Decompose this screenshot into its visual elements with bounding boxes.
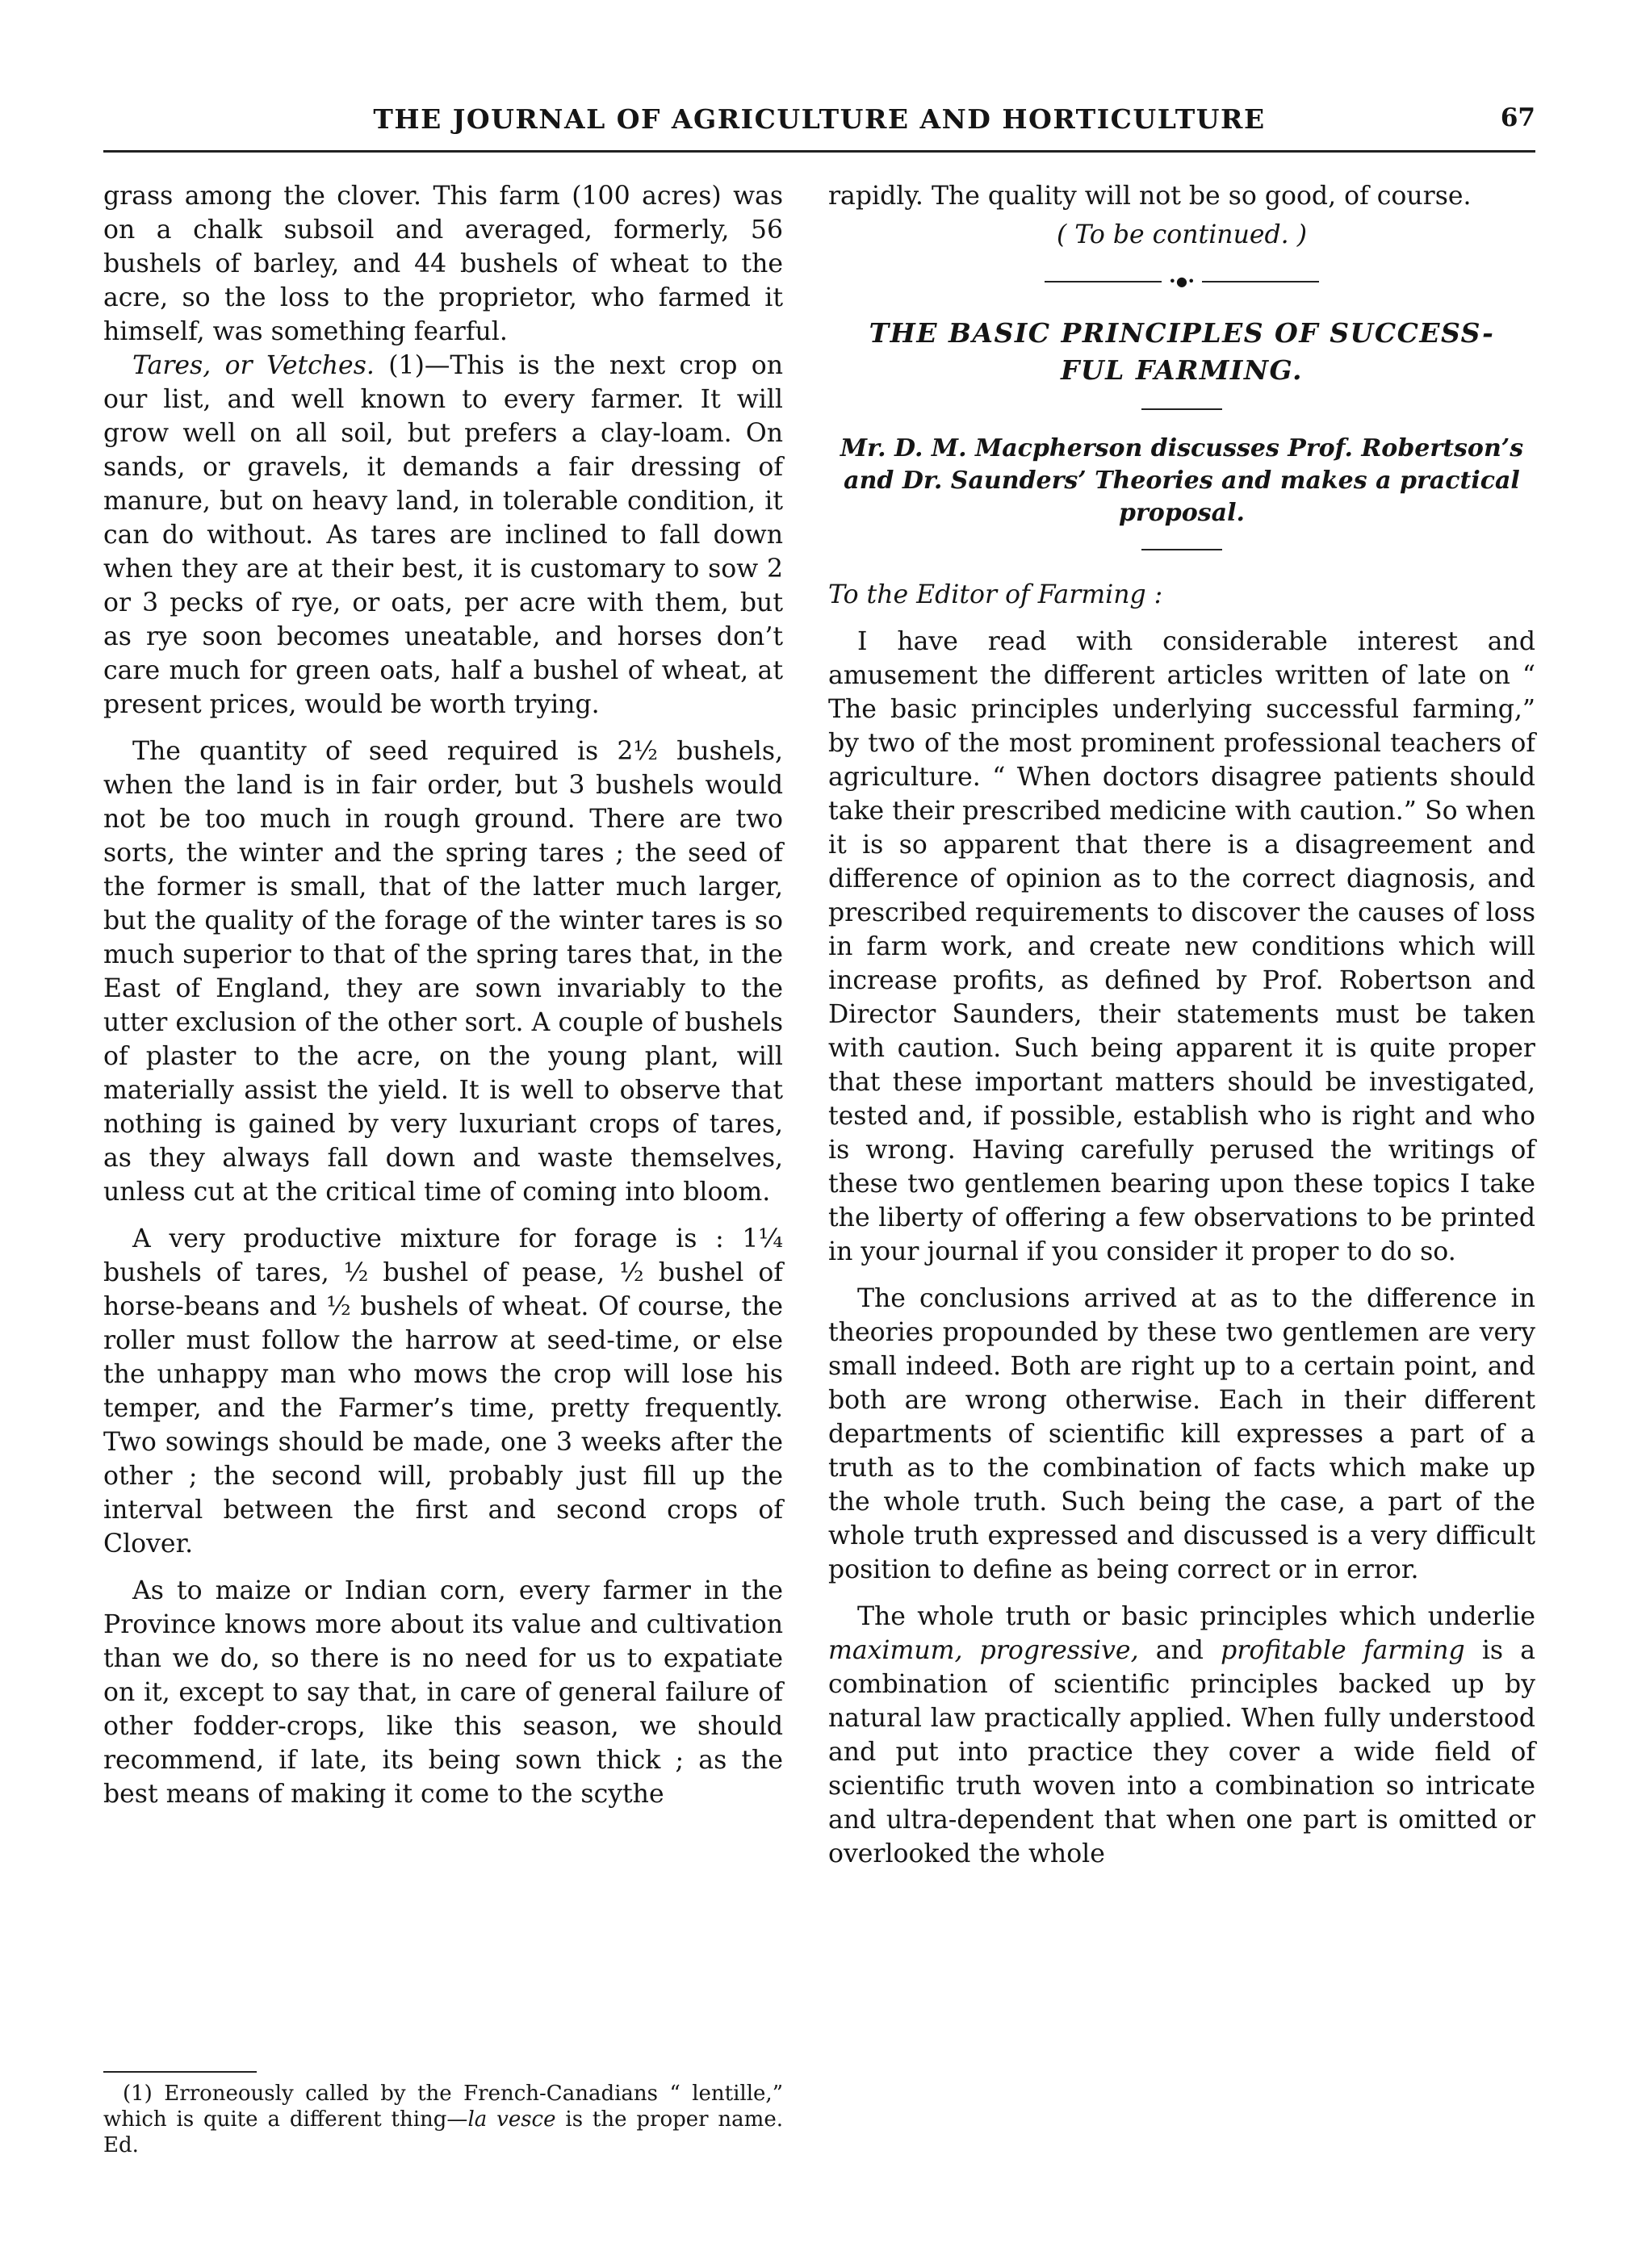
paragraph-text: The whole truth or basic principles which underlie <box>857 1602 1535 1631</box>
section-rule <box>1141 408 1222 410</box>
continued-note: ( To be continued. ) <box>1057 220 1307 249</box>
journal-title: THE JOURNAL OF AGRICULTURE AND HORTICULTURE <box>373 103 1266 135</box>
paragraph-text: is a combination of scientific principles backed up by natural law practically applied. When fully understood and put into practice they cover a wide field of scientific truth woven into a combination so intricate and ultra-dependent that when one part is omitted or overlooked the whole <box>828 1636 1536 1868</box>
footnote-signature: Ed. <box>103 2133 139 2157</box>
paragraph-body: (1)—This is the next crop on our list, and well known to every farmer. It will grow well on all soil, but prefers a clay-loam. On sands, or gravels, it demands a fair dressing of manure, but on heavy land, in tolerable condition, it can do without. As tares are inclined to fall down when they are at their best, it is customary to sow 2 or 3 pecks of rye, or oats, per acre with them, but as rye soon becomes uneatable, and horses don’t care much for green oats, half a bushel of wheat, at present prices, would be worth trying. <box>103 351 783 719</box>
paragraph: grass among the clover. This farm (100 acres) was on a chalk subsoil and averaged, formerly, 56 bushels of barley, and 44 bushels of wheat to the acre, so the loss to the proprietor, who farmed it himself, was something fearful. <box>103 182 783 346</box>
paragraph: As to maize or Indian corn, every farmer in the Province knows more about its value and cultivation than we do, so there is no need for us to expatiate on it, except to say that, in care of general failure of other fodder-crops, like this season, we should recommend, if late, its being sown thick ; as the best means of making it come to the scythe <box>103 1576 783 1809</box>
paragraph-tares <box>103 349 783 722</box>
salutation: To the Editor of Farming : <box>828 580 1163 609</box>
paragraph <box>828 1600 1535 1871</box>
header-rule <box>103 150 1535 153</box>
footnote-emphasis: la vesce <box>467 2107 556 2132</box>
article-title-line: THE BASIC PRINCIPLES OF SUCCESS- <box>869 317 1495 349</box>
left-column <box>103 179 783 1811</box>
paragraph: I have read with considerable interest and amusement the different articles written of late on “ The basic principles underlying successful farming,” by two of the most prominent professional teachers of agriculture. “ When doctors disagree patients should take their prescribed medicine with caution.” So when it is so apparent that there is a disagreement and difference of opinion as to the correct diagnosis, and prescribed requirements to discover the causes of loss in farm work, and create new conditions which will increase profits, as defined by Prof. Robertson and Director Saunders, their statements must be taken with caution. Such being apparent it is quite proper that these important matters should be investigated, tested and, if possible, establish who is right and who is wrong. Having carefully perused the writings of these two gentlemen bearing upon these topics I take the liberty of offering a few observations to be printed in your journal if you consider it proper to do so. <box>828 627 1535 1266</box>
page-number: 67 <box>1500 103 1535 132</box>
paragraph: A very productive mixture for forage is : 1¼ bushels of tares, ½ bushel of pease, ½ bushel of horse-beans and ½ bushels of wheat. Of course, the roller must follow the harrow at seed-time, or else the unhappy man who mows the crop will lose his temper, and the Farmer’s time, pretty frequently. Two sowings should be made, one 3 weeks after the other ; the second will, probably just fill up the interval between the first and second crops of Clover. <box>103 1224 783 1559</box>
footnote-text: (1) Erroneously called by the French-Canadians “ lentille,” which is quite a different thing— <box>103 2082 783 2132</box>
ornament-dot-icon: •●• <box>1162 276 1202 287</box>
paragraph: The quantity of seed required is 2½ bushels, when the land is in fair order, but 3 bushels would not be too much in rough ground. There are two sorts, the winter and the spring tares ; the seed of the former is small, that of the latter much larger, but the quality of the forage of the winter tares is so much superior to that of the spring tares that, in the East of England, they are sown invariably to the utter exclusion of the other sort. A couple of bushels of plaster to the acre, on the young plant, will materially assist the yield. It is well to observe that nothing is gained by very luxuriant crops of tares, as they always fall down and waste themselves, unless cut at the critical time of coming into bloom. <box>103 737 783 1207</box>
article-title <box>828 315 1535 389</box>
running-head <box>103 103 1535 152</box>
paragraph-emphasis: profitable farming <box>1221 1636 1465 1665</box>
paragraph-emphasis: maximum, progressive, <box>828 1636 1139 1665</box>
paragraph-text: and <box>1138 1636 1221 1665</box>
paragraph-lead: Tares, or Vetches. <box>132 351 375 380</box>
footnote-rule <box>103 2071 257 2073</box>
paragraph: The conclusions arrived at as to the difference in theories propounded by these two gentlemen are very small indeed. Both are right up to a certain point, and both are wrong otherwise. Each in their different departments of scientific kill expresses a part of a truth as to the combination of facts which make up the whole truth. Such being the case, a part of the whole truth expressed and discussed is a very difficult position to define as being correct or in error. <box>828 1284 1535 1584</box>
section-rule <box>1141 549 1222 550</box>
paragraph: rapidly. The quality will not be so good, of course. <box>828 182 1472 211</box>
article-subhead: Mr. D. M. Macpherson discusses Prof. Robertson’s and Dr. Saunders’ Theories and makes a practical proposal. <box>840 434 1524 527</box>
ornament-divider <box>1045 276 1319 287</box>
article-title-line: FUL FARMING. <box>1060 354 1304 386</box>
footnote <box>103 2081 783 2158</box>
footnote-text: is the proper name. <box>555 2107 783 2132</box>
right-column <box>828 179 1535 1871</box>
